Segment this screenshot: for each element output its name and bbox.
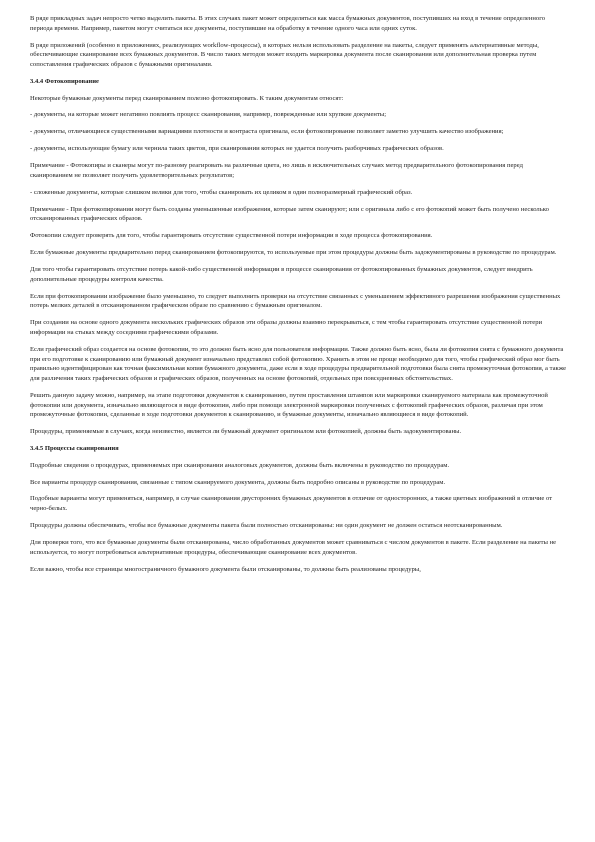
paragraph: Решить данную задачу можно, например, на этапе подготовки документов к сканированию, путем проставления штампов или маркировки сканируемого материала как промежуточной фотокопии или документа, изначально являющегося в виде фотокопии, либо при помощи электронной маркировки полученных с фотокопий графических образов, различая при этом промежуточные фотокопии, сделанные в ходе подготовки документов к сканированию, и бумажные документы, изначально являющиеся в виде фотокопий. [30, 391, 548, 419]
paragraph: Если при фотокопировании изображение было уменьшено, то следует выполнить проверки на отсутствие связанных с уменьшением эффективного разрешения изображения существенных потерь мелких деталей в отсканированном графическом образе по сравнению с бумажным оригиналом. [30, 292, 561, 310]
paragraph: Примечание - Фотокопиры и сканеры могут по-разному реагировать на различные цвета, но лишь в исключительных случаях метод предварительного фотокопирования перед сканированием не позволяет получить удовлетворительных результатов; [30, 162, 523, 179]
paragraph: Если важно, чтобы все страницы многостраничного бумажного документа были отсканированы, то должны быть реализованы процедуры, [30, 565, 421, 573]
paragraph: Подробные сведения о процедурах, применяемых при сканировании аналоговых документов, должны быть включены в руководство по процедурам. [30, 461, 450, 469]
section-heading: 3.4.5 Процессы сканирования [30, 444, 119, 452]
paragraph: Некоторые бумажные документы перед сканированием полезно фотокопировать. К таким документам относят: [30, 94, 344, 102]
paragraph: Все варианты процедур сканирования, связанные с типом сканируемого документа, должны быть подробно описаны в руководстве по процедурам. [30, 478, 446, 486]
paragraph: Подобные варианты могут применяться, например, в случае сканирования двусторонних бумажных документов в отличие от односторонних, а также цветных изображений в отличие от черно-белых. [30, 495, 553, 513]
paragraph: Если графический образ создается на основе фотокопии, то это должно быть ясно для пользователя информации. Также должно быть ясно, была ли фотокопия снята с бумажного документа при его подготовке к сканированию или бумажный документ изначально представлял собой фотокопию. Хранить в этом не проще необходимо для того, чтобы графический образ мог быть правильно идентифицирован как точная факсимильная копия бумажного документа, даже если в ходе процедуры предварительной подготовки была снята промежуточная фотокопия, а также для различения таких графических образов и графических образов, полученных на основе фотокопий, отдельных при повседневных обстоятельствах. [30, 345, 567, 382]
paragraph: Примечание - При фотокопировании могут быть созданы уменьшенные изображения, которые затем сканируют; или с оригинала либо с его фотокопий может быть получено несколько отсканированных графических образов. [30, 205, 549, 223]
paragraph: В ряде прикладных задач непросто четко выделить пакеты. В этих случаях пакет может определяться как масса бумажных документов, поступивших на вход в течение определенного периода времени. Например, пакетом могут считаться все документы, поступившие на обработку в течение одного часа или одних суток. [30, 15, 546, 32]
paragraph: Для того чтобы гарантировать отсутствие потерь какой-либо существенной информации в процессе сканирования от фотокопированных бумажных документов, следует внедрить дополнительные процедуры контроля качества. [30, 266, 533, 283]
paragraph: Для проверки того, что все бумажные документы были отсканированы, число обработанных документов может сравниваться с числом документов в пакете. Если разделение на пакеты не используется, то могут потребоваться альтернативные процедуры, обеспечивающие сканирование всех документов. [30, 538, 557, 556]
section-heading: 3.4.4 Фотокопирование [30, 77, 99, 85]
paragraph: Если бумажные документы предварительно перед сканированием фотокопируются, то используемые при этом процедуры должны быть задокументированы в руководстве по процедурам. [30, 249, 557, 257]
paragraph: Процедуры, применяемые в случаях, когда неизвестно, является ли бумажный документ оригиналом или фотокопией, должны быть задокументированы. [30, 428, 462, 436]
paragraph: При создании на основе одного документа нескольких графических образов эти образы должны взаимно перекрываться, с тем чтобы гарантировать отсутствие существенной потери информации на стыках между соседними графическими образами. [30, 319, 543, 336]
paragraph: - документы, использующие бумагу или чернила таких цветов, при сканировании которых не удается получить разборчивых графических образов. [30, 145, 444, 153]
paragraph: - документы, отличающиеся существенными вариациями плотности и контраста оригинала, если фотокопирование позволяет заметно улучшить качество изображения; [30, 128, 504, 136]
paragraph: Процедуры должны обеспечивать, чтобы все бумажные документы пакета были полностью отсканированы: ни один документ не должен остаться неотсканированным. [30, 522, 503, 530]
paragraph: - сложенные документы, которые слишком велики для того, чтобы сканировать их целиком в один полноразмерный графический образ. [30, 188, 413, 196]
paragraph: Фотокопии следует проверять для того, чтобы гарантировать отсутствие существенной потери информации в ходе процесса фотокопирования. [30, 232, 433, 240]
paragraph: В ряде приложений (особенно в приложениях, реализующих workflow-процессы), в которых нельзя использовать разделение на пакеты, следует применять альтернативные методы, обеспечивающие сканирование всех бумажных документов. В число таких методов может входить маркировка документа после сканирования или дополнительная проверка путем сопоставления графических образов с бумажными оригиналами. [30, 41, 539, 68]
paragraph: - документы, на которые может негативно повлиять процесс сканирования, например, поврежденные или хрупкие документы; [30, 111, 387, 119]
